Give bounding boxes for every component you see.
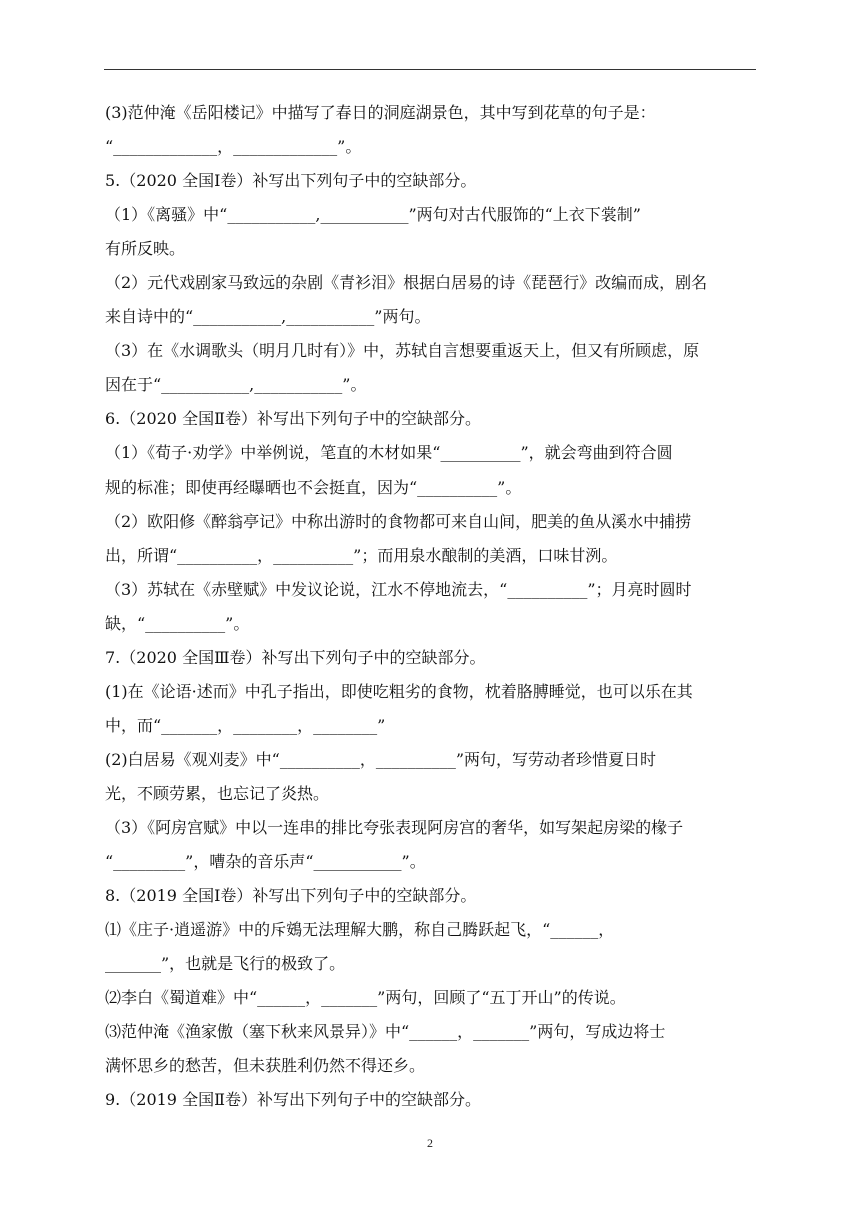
text-line: (3)范仲淹《岳阳楼记》中描写了春日的洞庭湖景色，其中写到花草的句子是：: [105, 103, 656, 122]
text-line: ⑴《庄子·逍遥游》中的斥鴳无法理解大鹏，称自己腾跃起飞，“______，: [105, 920, 615, 940]
text-line: 出，所谓“__________，__________”；而用泉水酿制的美酒，口味甘洌。: [105, 545, 618, 565]
text-line: （3）在《水调歌头（明月几时有）》中，苏轼自言想要重返天上，但又有所顾虑，原: [105, 341, 700, 361]
text-line: （2）元代戏剧家马致远的杂剧《青衫泪》根据白居易的诗《琵琶行》改编而成，剧名: [105, 273, 708, 293]
page-number: 2: [427, 1136, 433, 1150]
text-line: 来自诗中的“___________,___________”两句。: [105, 307, 431, 327]
question-heading: 8.（2019 全国Ⅰ卷）补写出下列句子中的空缺部分。: [105, 886, 477, 906]
text-line: ⑵李白《蜀道难》中“______，_______”两句，回顾了“五丁开山”的传说。: [105, 988, 626, 1008]
document-body: [105, 96, 757, 1117]
text-line: “_________”，嘈杂的音乐声“___________”。: [105, 852, 426, 872]
text-line: 规的标准；即使再经曝晒也不会挺直，因为“__________”。: [105, 477, 522, 497]
text-line: (1)在《论语·述而》中孔子指出，即使吃粗劣的食物，枕着胳膊睡觉，也可以乐在其: [105, 681, 693, 701]
question-heading: 7.（2020 全国Ⅲ卷）补写出下列句子中的空缺部分。: [105, 647, 486, 667]
text-line: ⑶范仲淹《渔家傲（塞下秋来风景异）》中“______，_______”两句，写成边将士: [105, 1022, 666, 1042]
text-line: （3）苏轼在《赤壁赋》中发议论说，江水不停地流去，“__________”；月亮时圆时: [105, 579, 692, 599]
text-line: （1）《离骚》中“___________,___________”两句对古代服饰的“上衣下裳制”: [105, 205, 641, 225]
text-line: 光，不顾劳累，也忘记了炎热。: [105, 783, 330, 803]
text-line: 缺，“__________”。: [105, 613, 250, 633]
text-line: （3）《阿房宫赋》中以一连串的排比夸张表现阿房宫的奢华，如写架起房梁的椽子: [105, 817, 684, 837]
text-line: （1）《荀子·劝学》中举例说，笔直的木材如果“__________”，就会弯曲到符合圆: [105, 443, 673, 463]
question-heading: 9.（2019 全国Ⅱ卷）补写出下列句子中的空缺部分。: [105, 1090, 481, 1110]
question-heading: 6.（2020 全国Ⅱ卷）补写出下列句子中的空缺部分。: [105, 409, 481, 429]
text-line: “_____________，_____________”。: [105, 137, 362, 157]
text-line: _______”，也就是飞行的极致了。: [105, 954, 346, 974]
text-line: 有所反映。: [105, 239, 186, 259]
text-line: 因在于“___________,___________”。: [105, 375, 367, 395]
text-line: 满怀思乡的愁苦，但未获胜利仍然不得还乡。: [105, 1056, 426, 1076]
text-line: （2）欧阳修《醉翁亭记》中称出游时的食物都可来自山间，肥美的鱼从溪水中捕捞: [105, 511, 692, 531]
text-line: 中，而“_______，________，________”: [105, 715, 386, 735]
header-rule: [104, 69, 756, 70]
question-heading: 5.（2020 全国Ⅰ卷）补写出下列句子中的空缺部分。: [105, 171, 477, 191]
text-line: (2)白居易《观刈麦》中“__________，__________”两句，写劳动者珍惜夏日时: [105, 749, 657, 769]
